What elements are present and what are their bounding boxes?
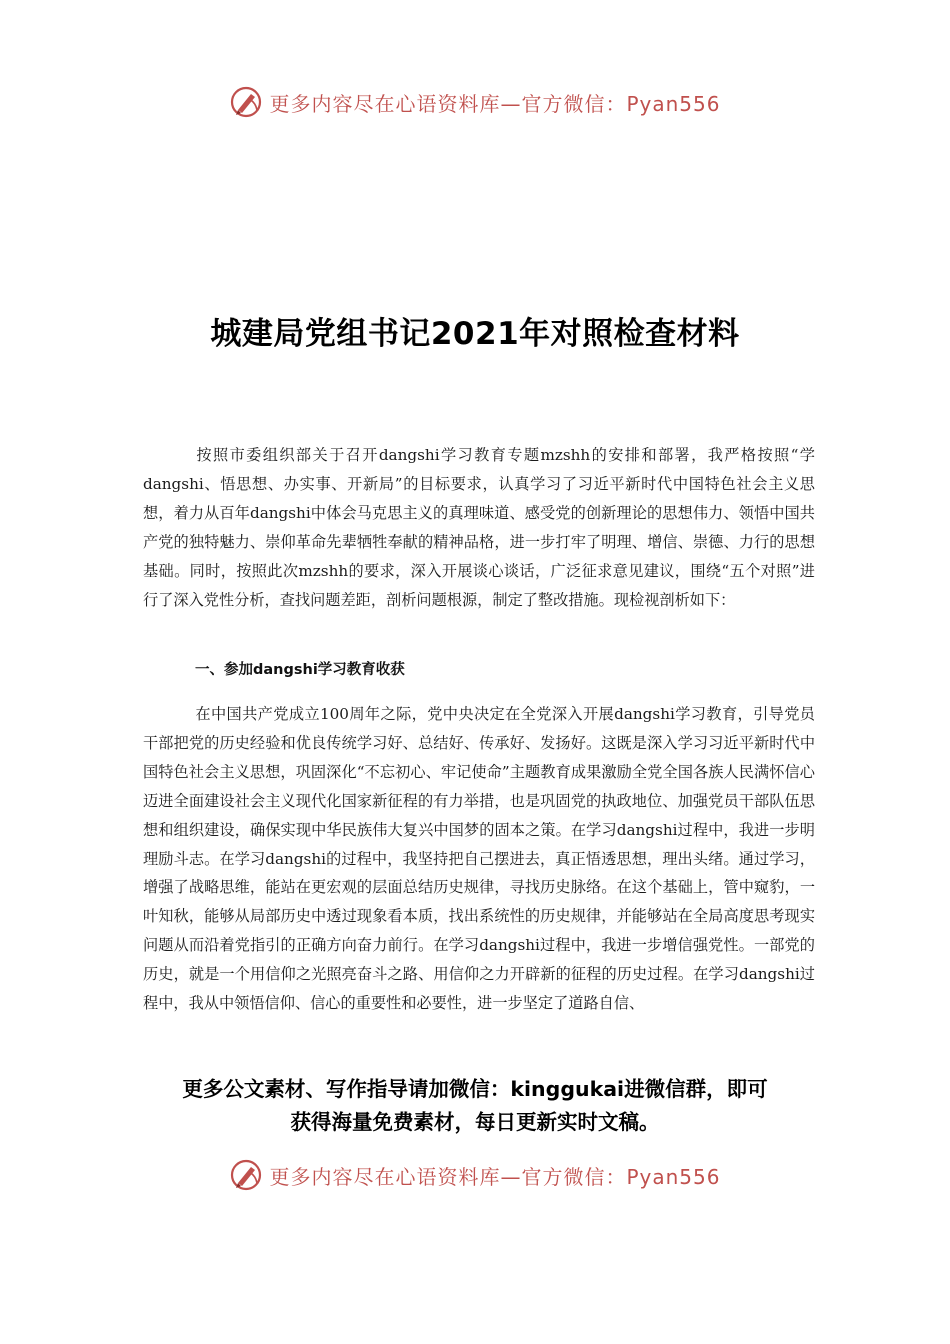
promo-line-1: 更多公文素材、写作指导请加微信：kinggukai进微信群，即可 (182, 1077, 768, 1101)
header-banner-text: 更多内容尽在心语资料库—官方微信：Pyan556 (269, 91, 721, 116)
section-heading: 一、参加dangshi学习教育收获 (195, 662, 405, 678)
promo-line-2: 获得海量免费素材，每日更新实时文稿。 (290, 1110, 660, 1134)
intro-paragraph-text: 按照市委组织部关于召开dangshi学习教育专题mzshh的安排和部署，我严格按照“学dangshi、悟思想、办实事、开新局”的目标要求，认真学习了习近平新时代中国特色社会主义思想，着力从百年dangshi中体会马克思主义的真理味道、感受党的创新理论的思想伟力、领悟中国共产党的独特魅力、崇仰革命先辈牺牲奉献的精神品格，进一步打牢了明理、增信、崇德、力行的思想基础。同时，按照此次mzshh的要求，深入开展谈心谈话，广泛征求意见建议，围绕“五个对照”进行了深入党性分析，查找问题差距，剖析问题根源，制定了整改措施。现检视剖析如下： (143, 446, 815, 609)
header-banner (0, 82, 950, 122)
document-title: 城建局党组书记2021年对照检查材料 (210, 316, 740, 352)
pen-logo-icon (229, 1158, 263, 1192)
section-paragraph (143, 700, 815, 1018)
promo-notice (0, 1073, 950, 1139)
pen-logo-icon (229, 85, 263, 119)
intro-paragraph (143, 441, 815, 614)
section-paragraph-text: 在中国共产党成立100周年之际，党中央决定在全党深入开展dangshi学习教育，引导党员干部把党的历史经验和优良传统学习好、总结好、传承好、发扬好。这既是深入学习习近平新时代中国特色社会主义思想，巩固深化“不忘初心、牢记使命”主题教育成果激励全党全国各族人民满怀信心迈进全面建设社会主义现代化国家新征程的有力举措，也是巩固党的执政地位、加强党员干部队伍思想和组织建设，确保实现中华民族伟大复兴中国梦的固本之策。在学习dangshi过程中，我进一步明理励斗志。在学习dangshi的过程中，我坚持把自己摆进去，真正悟透思想，理出头绪。通过学习，增强了战略思维，能站在更宏观的层面总结历史规律，寻找历史脉络。在这个基础上，管中窥豹，一叶知秋，能够从局部历史中透过现象看本质，找出系统性的历史规律，并能够站在全局高度思考现实问题从而沿着党指引的正确方向奋力前行。在学习dangshi过程中，我进一步增信强党性。一部党的历史，就是一个用信仰之光照亮奋斗之路、用信仰之力开辟新的征程的历史过程。在学习dangshi过程中，我从中领悟信仰、信心的重要性和必要性，进一步坚定了道路自信、 (143, 705, 815, 1013)
footer-banner (0, 1155, 950, 1195)
footer-banner-text: 更多内容尽在心语资料库—官方微信：Pyan556 (269, 1164, 721, 1189)
